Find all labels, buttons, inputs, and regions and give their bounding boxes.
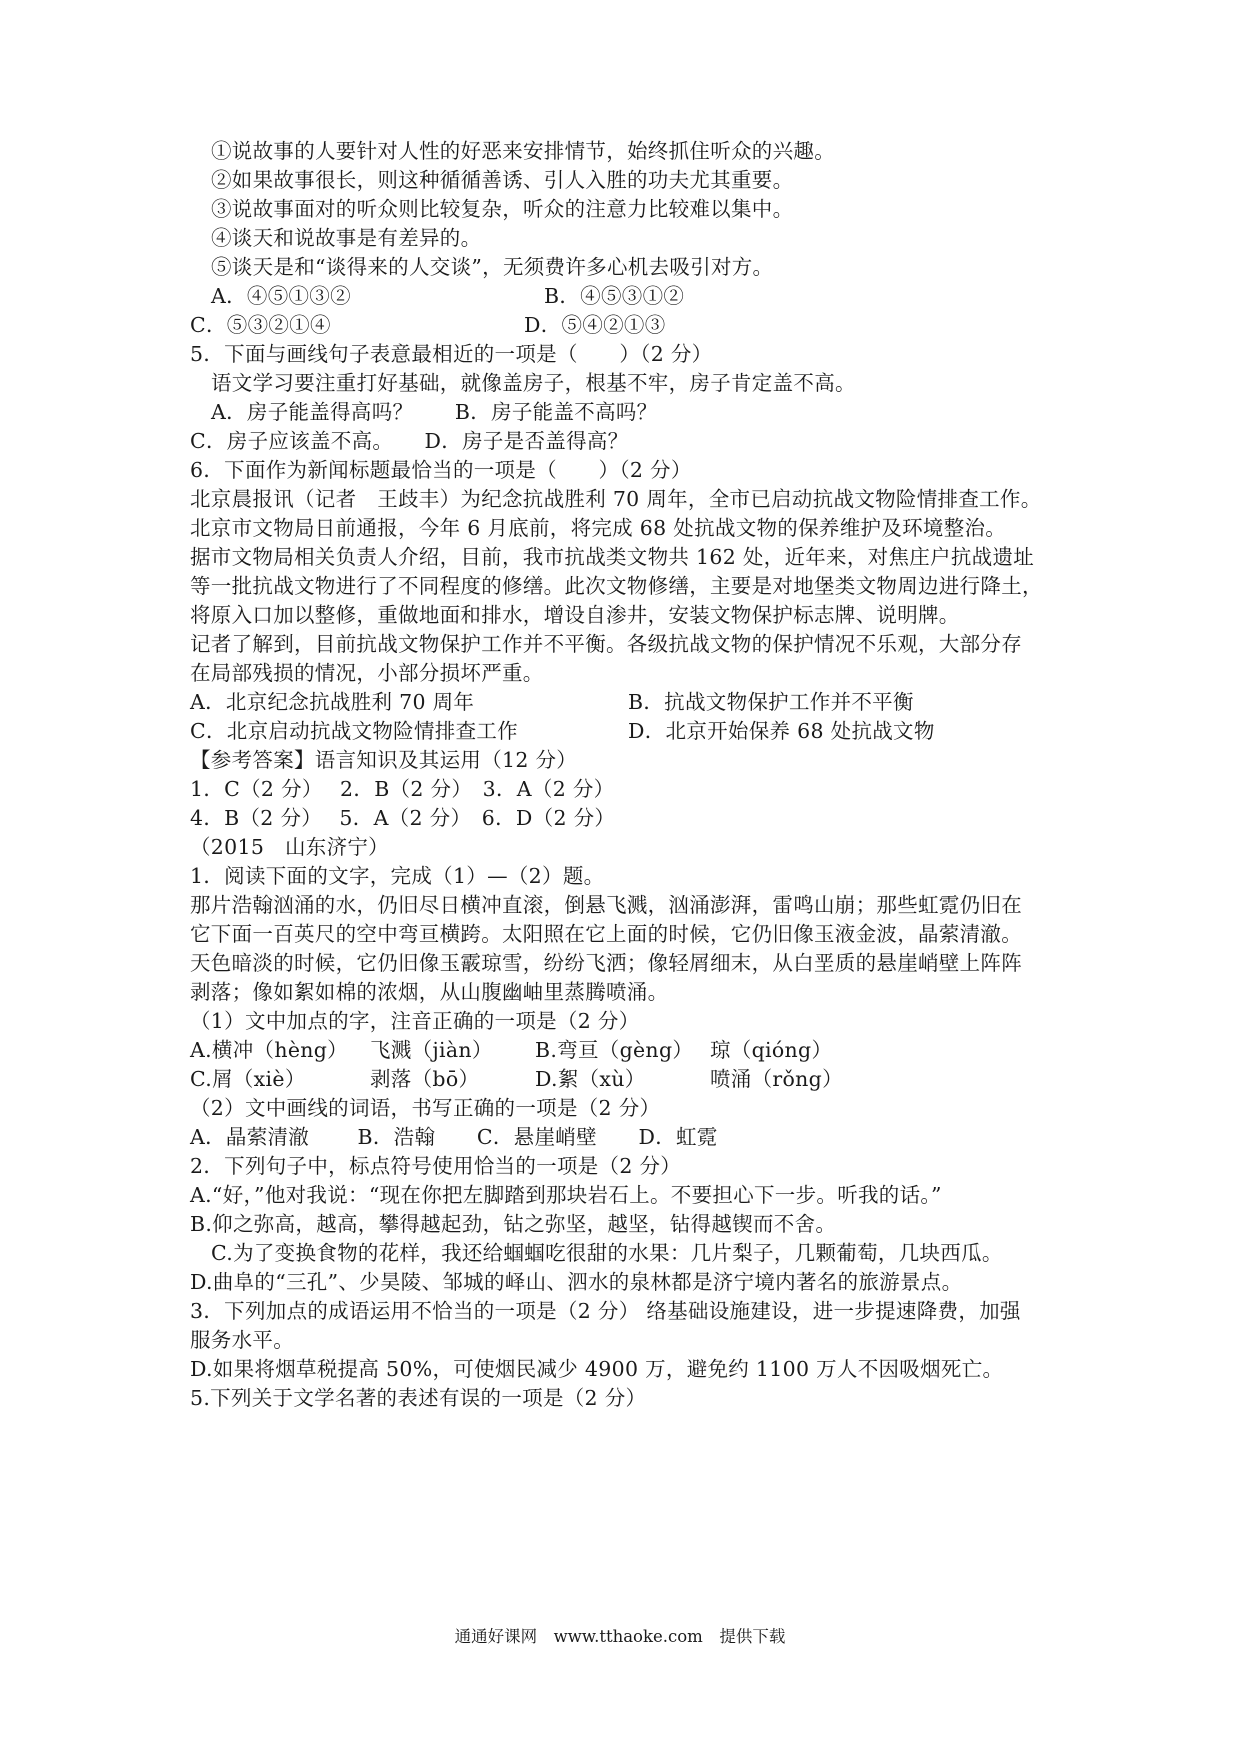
sentence-3: ③说故事面对的听众则比较复杂，听众的注意力比较难以集中。	[211, 197, 794, 221]
q2-option-d: D.曲阜的“三孔”、少昊陵、邹城的峄山、泗水的泉林都是济宁境内著名的旅游景点。	[190, 1270, 963, 1294]
answer-title: 【参考答案】语言知识及其运用（12 分）	[190, 748, 578, 772]
sentence-2: ②如果故事很长，则这种循循善诱、引人入胜的功夫尤其重要。	[211, 168, 794, 192]
news-line-4: 等一批抗战文物进行了不同程度的修缮。此次文物修缮，主要是对地堡类文物周边进行降土，	[190, 574, 1043, 598]
question-5: 5．下面与画线句子表意最相近的一项是（ ）（2 分）	[190, 342, 713, 366]
passage-question-3: 3．下列加点的成语运用不恰当的一项是（2 分） 络基础设施建设，进一步提速降费，加强	[190, 1299, 1021, 1323]
passage-question-2: 2．下列句子中，标点符号使用恰当的一项是（2 分）	[190, 1154, 682, 1178]
q4-option-b: B．④⑤③①②	[544, 284, 685, 308]
source-label: （2015 山东济宁）	[190, 835, 389, 859]
sub-question-1: （1）文中加点的字，注音正确的一项是（2 分）	[190, 1009, 640, 1033]
q2-option-b: B.仰之弥高，越高，攀得越起劲，钻之弥坚，越坚，钻得越锲而不舍。	[190, 1212, 837, 1236]
reading-line-4: 剥落；像如絮如棉的浓烟，从山腹幽岫里蒸腾喷涌。	[190, 980, 669, 1004]
news-line-2: 北京市文物局日前通报，今年 6 月底前，将完成 68 处抗战文物的保养维护及环境整治。	[190, 516, 1007, 540]
sq1-option-b-1: B.弯亘（gèng）	[535, 1038, 694, 1062]
page-footer: 通通好课网 www.tthaoke.com 提供下载	[454, 1627, 786, 1646]
answer-line-2: 4．B（2 分） 5．A（2 分） 6．D（2 分）	[190, 806, 616, 830]
q6-option-c: C．北京启动抗战文物险情排查工作	[190, 719, 518, 743]
q4-option-c: C．⑤③②①④	[190, 313, 331, 337]
q5-options-cd: C．房子应该盖不高。 D．房子是否盖得高？	[190, 429, 629, 453]
sq1-option-d-2: 喷涌（rǒng）	[710, 1067, 843, 1091]
news-line-5: 将原入口加以整修，重做地面和排水，增设自渗井，安装文物保护标志牌、说明牌。	[190, 603, 960, 627]
q3-continuation: 服务水平。	[190, 1328, 294, 1352]
sq1-option-b-2: 琼（qióng）	[710, 1038, 833, 1062]
news-line-7: 在局部残损的情况，小部分损坏严重。	[190, 661, 544, 685]
q3-option-d: D.如果将烟草税提高 50%，可使烟民减少 4900 万，避免约 1100 万人不因吸烟死亡。	[190, 1357, 1004, 1381]
sq2-options: A．晶萦清澈 B．浩翰 C．悬崖峭壁 D．虹霓	[190, 1125, 718, 1149]
q2-option-c: C.为了变换食物的花样，我还给蝈蝈吃很甜的水果：几片梨子，几颗葡萄，几块西瓜。	[211, 1241, 1003, 1265]
q2-option-a: A.“好，”他对我说：“现在你把左脚踏到那块岩石上。不要担心下一步。听我的话。”	[190, 1183, 942, 1207]
news-line-3: 据市文物局相关负责人介绍，目前，我市抗战类文物共 162 处，近年来，对焦庄户抗战遗址	[190, 545, 1035, 569]
sq1-option-c-1: C.屑（xiè）	[190, 1067, 306, 1091]
passage-question-1: 1．阅读下面的文字，完成（1）—（2）题。	[190, 864, 605, 888]
news-line-6: 记者了解到，目前抗战文物保护工作并不平衡。各级抗战文物的保护情况不乐观，大部分存	[190, 632, 1022, 656]
reading-line-2: 它下面一百英尺的空中弯亘横跨。太阳照在它上面的时候，它仍旧像玉液金波，晶萦清澈。	[190, 922, 1022, 946]
passage-question-5: 5.下列关于文学名著的表述有误的一项是（2 分）	[190, 1386, 647, 1410]
sq1-option-a-2: 飞溅（jiàn）	[370, 1038, 493, 1062]
news-line-1: 北京晨报讯（记者 王歧丰）为纪念抗战胜利 70 周年，全市已启动抗战文物险情排查工作。	[190, 487, 1042, 511]
q6-option-a: A．北京纪念抗战胜利 70 周年	[190, 690, 475, 714]
reading-line-1: 那片浩翰汹涌的水，仍旧尽日横冲直滚，倒悬飞溅，汹涌澎湃，雷鸣山崩；那些虹霓仍旧在	[190, 893, 1022, 917]
sentence-4: ④谈天和说故事是有差异的。	[211, 226, 482, 250]
sentence-1: ①说故事的人要针对人性的好恶来安排情节，始终抓住听众的兴趣。	[211, 139, 835, 163]
q6-option-b: B．抗战文物保护工作并不平衡	[628, 690, 914, 714]
q5-sentence: 语文学习要注重打好基础，就像盖房子，根基不牢，房子肯定盖不高。	[211, 371, 856, 395]
q5-options-ab: A．房子能盖得高吗？ B．房子能盖不高吗？	[211, 400, 658, 424]
sq1-option-c-2: 剥落（bō）	[370, 1067, 480, 1091]
reading-line-3: 天色暗淡的时候，它仍旧像玉霰琼雪，纷纷飞洒；像轻屑细末，从白垩质的悬崖峭壁上阵阵	[190, 951, 1022, 975]
q6-option-d: D．北京开始保养 68 处抗战文物	[628, 719, 935, 743]
q4-option-a: A．④⑤①③②	[211, 284, 351, 308]
answer-line-1: 1．C（2 分） 2．B（2 分） 3．A（2 分）	[190, 777, 615, 801]
sq1-option-d-1: D.絮（xù）	[535, 1067, 646, 1091]
question-6: 6．下面作为新闻标题最恰当的一项是（ ）（2 分）	[190, 458, 692, 482]
sub-question-2: （2）文中画线的词语，书写正确的一项是（2 分）	[190, 1096, 661, 1120]
q4-option-d: D．⑤④②①③	[524, 313, 666, 337]
sq1-option-a-1: A.横冲（hèng）	[190, 1038, 348, 1062]
sentence-5: ⑤谈天是和“谈得来的人交谈”，无须费许多心机去吸引对方。	[211, 255, 774, 279]
